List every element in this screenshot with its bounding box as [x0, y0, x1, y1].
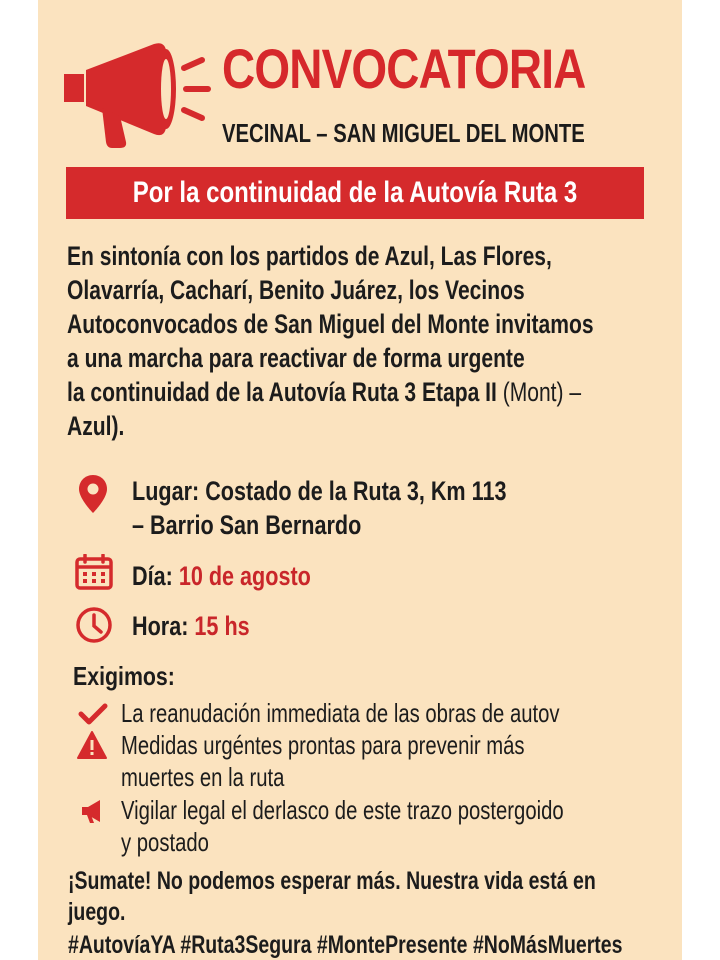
- place-line-1: Lugar: Costado de la Ruta 3, Km 113: [132, 476, 507, 506]
- day-value: 10 de agosto: [178, 561, 311, 591]
- intro-line: En sintonía con los partidos de Azul, Las Flores,: [67, 241, 552, 271]
- intro-line: Autoconvocados de San Miguel del Monte invitamos: [67, 309, 594, 339]
- page-title: CONVOCATORIA: [222, 37, 586, 100]
- day-line: [132, 559, 311, 593]
- megaphone-small-icon: [80, 798, 106, 824]
- demand-2-line-2: muertes en la ruta: [121, 762, 285, 792]
- intro-line: a una marcha para reactivar de forma urgente: [67, 343, 525, 373]
- demands-heading: Exigimos:: [73, 661, 175, 691]
- banner: [66, 167, 644, 219]
- closing-line-1: ¡Sumate! No podemos esperar más. Nuestra vida está en: [68, 867, 596, 895]
- banner-text: Por la continuidad de la Autovía Ruta 3: [132, 176, 578, 209]
- time-label: Hora:: [132, 611, 195, 641]
- megaphone-icon: [62, 36, 212, 148]
- intro-line-suffix: (Mont) –: [496, 377, 582, 407]
- warning-icon: [76, 730, 108, 760]
- closing-text: [68, 866, 661, 928]
- time-line: [132, 609, 250, 643]
- intro-line-text: la continuidad de la Autovía Ruta 3 Etapa II: [67, 377, 497, 407]
- page-subtitle: VECINAL – SAN MIGUEL DEL MONTE: [222, 118, 585, 148]
- demand-2-line-1: Medidas urgéntes prontas para prevenir más: [121, 730, 525, 760]
- place-line-2: – Barrio San Bernardo: [132, 510, 362, 540]
- closing-line-2: juego.: [68, 898, 126, 926]
- location-pin-icon: [78, 474, 108, 514]
- time-value: 15 hs: [194, 611, 250, 641]
- intro-line: [67, 375, 629, 409]
- clock-icon: [75, 606, 113, 644]
- hashtags: #AutovíaYA #Ruta3Segura #MontePresente #NoMásMuertes: [68, 931, 623, 959]
- intro-line: Azul).: [67, 411, 125, 441]
- demand-1: La reanudación immediata de las obras de autov: [121, 698, 560, 728]
- intro-line: Olavarría, Cacharí, Benito Juárez, los Vecinos: [67, 275, 525, 305]
- checkmark-icon: [78, 702, 108, 726]
- demand-3-line-1: Vigilar legal el derlasco de este trazo postergoido: [121, 795, 564, 825]
- day-label: Día:: [132, 561, 179, 591]
- calendar-icon: [75, 554, 113, 590]
- demand-3-line-2: y postado: [121, 827, 209, 857]
- intro-paragraph: [67, 239, 629, 443]
